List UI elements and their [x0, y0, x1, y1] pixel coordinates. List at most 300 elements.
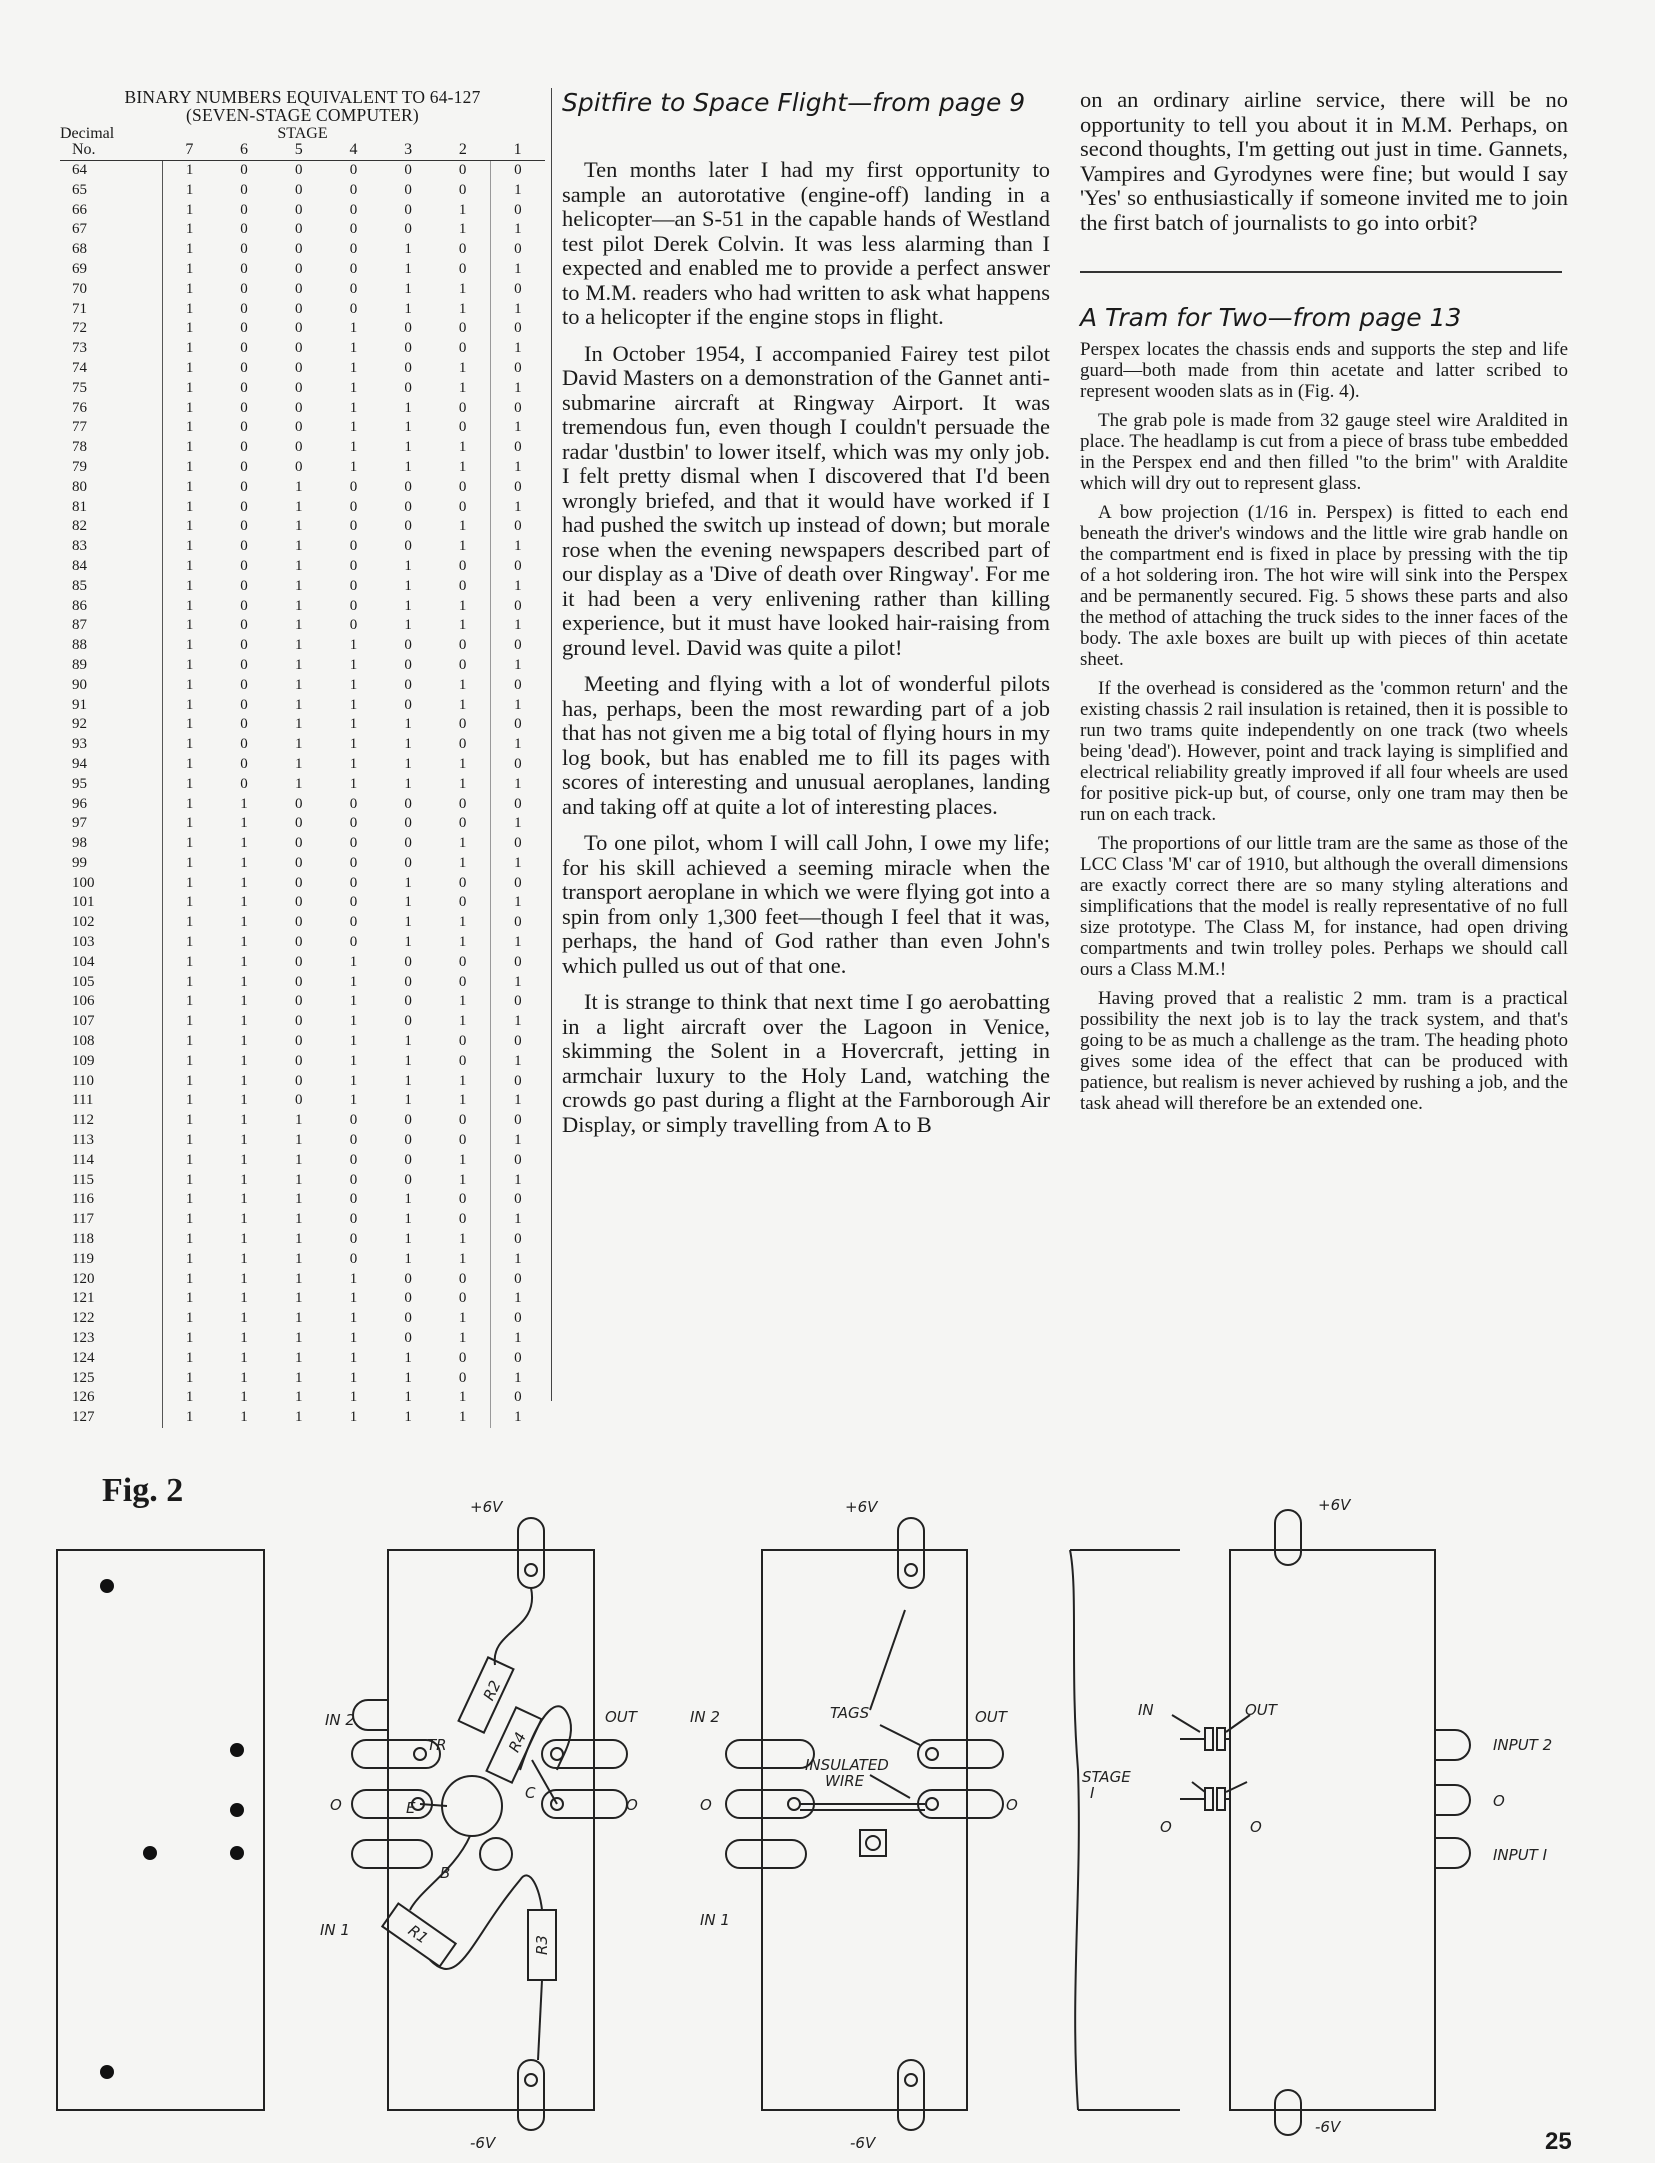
bit-cell: 0 [458, 1132, 467, 1149]
bit-cell: 1 [185, 557, 194, 574]
bit-cell: 1 [185, 1290, 194, 1307]
decimal-cell: 77 [60, 418, 162, 438]
bit-cell: 0 [349, 221, 358, 238]
bit-cell: 0 [349, 1231, 358, 1248]
no-label: No. [60, 142, 162, 161]
bit-cell: 1 [490, 1131, 545, 1151]
table-row [60, 1250, 545, 1270]
in2-label: IN 2 [325, 1711, 355, 1729]
table-row [60, 577, 545, 597]
bit-cell: 0 [490, 1270, 545, 1290]
bit-cell: 1 [185, 854, 194, 871]
input1-label: INPUT I [1493, 1846, 1548, 1864]
bit-cell: 1 [458, 696, 467, 713]
bit-cell: 0 [295, 419, 303, 436]
table-row [60, 1309, 545, 1329]
bit-cell: 1 [295, 1151, 303, 1168]
bit-cell: 1 [240, 1052, 248, 1069]
paragraph: The proportions of our little tram are the same as those of the LCC Class 'M' car of 1910, but although the overall dimensions are exactly correct there are so many styling alterations and simplifications that the model is really representative of no full size prototype. The Class M, for instance, had open driving compartments and twin trolley poles. Perhaps we should call ours a Class M.M.! [1080, 833, 1568, 980]
bit-cell: 0 [349, 914, 358, 931]
zero-label: O [1493, 1792, 1505, 1810]
bit-cell: 1 [185, 795, 194, 812]
bit-cell: 1 [458, 676, 467, 693]
bit-cell: 0 [349, 854, 358, 871]
table-row [60, 795, 545, 815]
column-divider [551, 88, 552, 1401]
bit-cell: 0 [404, 1013, 412, 1030]
bit-cell: 1 [185, 1231, 194, 1248]
decimal-cell: 101 [60, 893, 162, 913]
bit-cell: 0 [490, 1388, 545, 1408]
bit-cell: 1 [458, 201, 467, 218]
decimal-cell: 67 [60, 220, 162, 240]
bit-cell: 0 [404, 538, 412, 555]
bit-cell: 0 [240, 201, 248, 218]
bit-cell: 1 [349, 993, 358, 1010]
bit-cell: 1 [458, 221, 467, 238]
bit-cell: 1 [240, 934, 248, 951]
bit-cell: 0 [295, 280, 303, 297]
decimal-cell: 80 [60, 478, 162, 498]
bit-cell: 0 [349, 617, 358, 634]
decimal-cell: 114 [60, 1151, 162, 1171]
bit-cell: 0 [458, 637, 467, 654]
bit-cell: 0 [240, 676, 248, 693]
decimal-cell: 126 [60, 1388, 162, 1408]
bit-cell: 0 [404, 854, 412, 871]
input2-label: INPUT 2 [1493, 1736, 1553, 1754]
table-row [60, 775, 545, 795]
paragraph: A bow projection (1/16 in. Perspex) is fitted to each end beneath the driver's windows and the little wire grab handle on the compartment end is fixed in place by pressing with the tip of a hot soldering iron. The hot wire will sink into the Perspex and be permanently secured. Fig. 5 shows these parts and also the method of attaching the truck sides to the inner faces of the body. The axle boxes are built up with pieces of thin acetate sheet. [1080, 502, 1568, 670]
bit-cell: 0 [458, 340, 467, 357]
bit-cell: 1 [349, 696, 358, 713]
bit-cell: 0 [490, 992, 545, 1012]
bit-cell: 1 [185, 1310, 194, 1327]
bit-cell: 0 [458, 399, 467, 416]
bit-cell: 0 [240, 696, 248, 713]
decimal-cell: 112 [60, 1111, 162, 1131]
bit-cell: 1 [349, 399, 358, 416]
table-row [60, 1032, 545, 1052]
bit-cell: 1 [349, 973, 358, 990]
bit-cell: 1 [349, 1092, 358, 1109]
bit-cell: 1 [185, 874, 194, 891]
decimal-cell: 117 [60, 1210, 162, 1230]
bit-cell: 0 [458, 557, 467, 574]
decimal-cell: 92 [60, 715, 162, 735]
bit-cell: 1 [490, 1171, 545, 1191]
bit-cell: 1 [240, 1250, 248, 1267]
table-row [60, 874, 545, 894]
bit-cell: 1 [185, 439, 194, 456]
bit-cell: 1 [458, 1409, 467, 1426]
r4-label: R4 [505, 1729, 530, 1756]
section-rule [1080, 271, 1562, 273]
bit-cell: 1 [490, 577, 545, 597]
bit-cell: 0 [404, 1151, 412, 1168]
bit-cell: 0 [240, 538, 248, 555]
bit-cell: 1 [185, 1171, 194, 1188]
bit-cell: 0 [240, 379, 248, 396]
stage-col: 6 [217, 142, 272, 161]
bit-cell: 0 [240, 518, 248, 535]
bit-cell: 0 [349, 241, 358, 258]
bit-cell: 0 [458, 656, 467, 673]
bit-cell: 1 [458, 458, 467, 475]
decimal-cell: 108 [60, 1032, 162, 1052]
bit-cell: 1 [404, 894, 412, 911]
bit-cell: 0 [490, 478, 545, 498]
paragraph: Ten months later I had my first opportunity to sample an autorotative (engine-off) landing in a helicopter—an S-51 in the capable hands of Westland test pilot Derek Colvin. It was less alarming than I expected and enabled me to provide a perfect answer to M.M. readers who had written to ask what happens to a helicopter if the engine stops in flight. [562, 157, 1050, 329]
bit-cell: 0 [404, 1132, 412, 1149]
table-row [60, 1369, 545, 1389]
bit-cell: 0 [295, 894, 303, 911]
table-row [60, 260, 545, 280]
bit-cell: 1 [490, 1012, 545, 1032]
bit-cell: 0 [458, 419, 467, 436]
decimal-cell: 125 [60, 1369, 162, 1389]
bit-cell: 1 [349, 419, 358, 436]
bit-cell: 1 [185, 894, 194, 911]
decimal-cell: 118 [60, 1230, 162, 1250]
bit-cell: 0 [490, 1072, 545, 1092]
bit-cell: 0 [349, 538, 358, 555]
bit-cell: 0 [349, 1250, 358, 1267]
bit-cell: 1 [349, 320, 358, 337]
bit-cell: 0 [295, 300, 303, 317]
bit-cell: 1 [295, 1250, 303, 1267]
decimal-cell: 123 [60, 1329, 162, 1349]
table-row [60, 735, 545, 755]
bit-cell: 1 [295, 1211, 303, 1228]
bit-cell: 1 [240, 1033, 248, 1050]
bit-cell: 0 [458, 498, 467, 515]
bit-cell: 1 [185, 1013, 194, 1030]
binary-table [60, 142, 545, 1428]
bit-cell: 0 [404, 696, 412, 713]
bit-cell: 0 [458, 577, 467, 594]
bit-cell: 0 [458, 478, 467, 495]
bit-cell: 1 [490, 379, 545, 399]
bit-cell: 0 [458, 320, 467, 337]
decimal-cell: 124 [60, 1349, 162, 1369]
bit-cell: 0 [295, 874, 303, 891]
bit-cell: 0 [404, 478, 412, 495]
bit-cell: 1 [185, 320, 194, 337]
table-stage-row [60, 125, 545, 142]
bit-cell: 1 [458, 1072, 467, 1089]
bit-cell: 1 [295, 676, 303, 693]
bit-cell: 1 [490, 893, 545, 913]
bit-cell: 0 [458, 260, 467, 277]
bit-cell: 1 [185, 359, 194, 376]
bit-cell: 1 [185, 1052, 194, 1069]
paragraph: To one pilot, whom I will call John, I owe my life; for his skill achieved a seeming miracle when the transport aeroplane in which we were flying got into a spin from only 1,300 feet—though I feel that it was, perhaps, the hand of God rather than even John's which pulled us out of that one. [562, 830, 1050, 978]
bit-cell: 0 [404, 835, 412, 852]
table-row [60, 498, 545, 518]
zero-label: O [626, 1796, 638, 1814]
bit-cell: 0 [240, 260, 248, 277]
bit-cell: 0 [240, 340, 248, 357]
bit-cell: 1 [490, 1289, 545, 1309]
bit-cell: 1 [240, 1310, 248, 1327]
bit-cell: 1 [458, 359, 467, 376]
bit-cell: 0 [404, 676, 412, 693]
bit-cell: 0 [458, 1270, 467, 1287]
bit-cell: 0 [349, 1211, 358, 1228]
component-board [352, 1518, 627, 2130]
bit-cell: 0 [295, 201, 303, 218]
table-row [60, 161, 545, 181]
bit-cell: 0 [295, 1072, 303, 1089]
bit-cell: 1 [185, 399, 194, 416]
bit-cell: 0 [295, 320, 303, 337]
bit-cell: 1 [349, 1349, 358, 1366]
bit-cell: 1 [295, 617, 303, 634]
bit-cell: 1 [490, 775, 545, 795]
bit-cell: 1 [458, 1151, 467, 1168]
bit-cell: 0 [404, 201, 412, 218]
bit-cell: 0 [349, 181, 358, 198]
bit-cell: 0 [240, 280, 248, 297]
decimal-cell: 96 [60, 795, 162, 815]
tr-label: TR [427, 1736, 447, 1754]
bit-cell: 1 [404, 1369, 412, 1386]
bit-cell: 0 [490, 1111, 545, 1131]
bit-cell: 1 [185, 1092, 194, 1109]
bit-cell: 1 [458, 914, 467, 931]
plus6v-label: +6V [1318, 1496, 1351, 1514]
bit-cell: 0 [240, 736, 248, 753]
bit-cell: 1 [490, 1210, 545, 1230]
in1-label: IN 1 [700, 1911, 730, 1929]
bit-cell: 1 [240, 1231, 248, 1248]
bit-cell: 0 [458, 241, 467, 258]
bit-cell: 0 [404, 1171, 412, 1188]
bit-cell: 1 [185, 419, 194, 436]
bit-cell: 0 [295, 379, 303, 396]
bit-cell: 0 [490, 953, 545, 973]
bit-cell: 1 [404, 577, 412, 594]
bit-cell: 0 [295, 914, 303, 931]
bit-cell: 1 [490, 933, 545, 953]
bit-cell: 1 [295, 1389, 303, 1406]
bit-cell: 1 [404, 1349, 412, 1366]
bit-cell: 1 [404, 300, 412, 317]
bit-cell: 1 [185, 973, 194, 990]
bit-cell: 0 [349, 1151, 358, 1168]
b-label: B [440, 1864, 451, 1882]
bit-cell: 1 [404, 775, 412, 792]
bit-cell: 1 [240, 1132, 248, 1149]
bit-cell: 1 [458, 280, 467, 297]
bit-cell: 1 [404, 1191, 412, 1208]
bit-cell: 0 [240, 775, 248, 792]
decimal-cell: 111 [60, 1091, 162, 1111]
bit-cell: 1 [458, 518, 467, 535]
bit-cell: 1 [240, 1013, 248, 1030]
decimal-cell: 74 [60, 359, 162, 379]
bit-cell: 1 [349, 736, 358, 753]
bit-cell: 0 [490, 636, 545, 656]
table-row [60, 834, 545, 854]
bit-cell: 0 [458, 181, 467, 198]
bit-cell: 0 [404, 637, 412, 654]
bit-cell: 1 [404, 1231, 412, 1248]
bit-cell: 1 [240, 953, 248, 970]
decimal-cell: 102 [60, 913, 162, 933]
bit-cell: 0 [490, 1032, 545, 1052]
bit-cell: 0 [404, 953, 412, 970]
table-row [60, 537, 545, 557]
article-tram [1080, 339, 1568, 1114]
bit-cell: 1 [404, 755, 412, 772]
decimal-cell: 93 [60, 735, 162, 755]
stage-col: 3 [381, 142, 436, 161]
bit-cell: 0 [349, 518, 358, 535]
stage-label: STAGE [1082, 1768, 1131, 1786]
bit-cell: 1 [404, 419, 412, 436]
bit-cell: 0 [490, 359, 545, 379]
bit-cell: 1 [185, 340, 194, 357]
bit-cell: 0 [240, 656, 248, 673]
bit-cell: 1 [404, 736, 412, 753]
bit-cell: 1 [240, 914, 248, 931]
bit-cell: 0 [404, 221, 412, 238]
bit-cell: 0 [240, 755, 248, 772]
decimal-cell: 100 [60, 874, 162, 894]
decimal-cell: 103 [60, 933, 162, 953]
bit-cell: 1 [295, 538, 303, 555]
bit-cell: 1 [185, 993, 194, 1010]
bit-cell: 1 [185, 1211, 194, 1228]
table-row [60, 636, 545, 656]
bit-cell: 0 [404, 1330, 412, 1347]
bit-cell: 0 [458, 162, 467, 178]
bit-cell: 0 [490, 438, 545, 458]
bit-cell: 1 [458, 1092, 467, 1109]
bit-cell: 1 [404, 716, 412, 733]
bit-cell: 1 [185, 1151, 194, 1168]
decimal-cell: 99 [60, 854, 162, 874]
bit-cell: 0 [240, 181, 248, 198]
bit-cell: 0 [240, 557, 248, 574]
bit-cell: 1 [240, 1270, 248, 1287]
bit-cell: 1 [185, 1072, 194, 1089]
bit-cell: 0 [404, 795, 412, 812]
decimal-label: Decimal [60, 125, 115, 142]
bit-cell: 0 [240, 577, 248, 594]
bit-cell: 1 [295, 775, 303, 792]
bit-cell: 1 [349, 716, 358, 733]
r3-label: R3 [533, 1935, 551, 1955]
bit-cell: 1 [240, 1072, 248, 1089]
bit-cell: 0 [404, 1270, 412, 1287]
bit-cell: 1 [458, 379, 467, 396]
bit-cell: 1 [490, 1369, 545, 1389]
bit-cell: 1 [240, 1330, 248, 1347]
table-row [60, 458, 545, 478]
bit-cell: 1 [185, 1330, 194, 1347]
table-row [60, 1151, 545, 1171]
table-title-line2: (SEVEN-STAGE COMPUTER) [186, 105, 419, 125]
decimal-cell: 106 [60, 992, 162, 1012]
decimal-cell: 73 [60, 339, 162, 359]
bit-cell: 0 [295, 162, 303, 178]
decimal-cell: 109 [60, 1052, 162, 1072]
paragraph: Having proved that a realistic 2 mm. tram is a practical possibility the next job is to lay the track system, and that's going to be as much a challenge as the tram. The heading photo gives some idea of the effect that can be produced with patience, but realism is never achieved by rushing a job, and the task ahead will therefore be an extended one. [1080, 988, 1568, 1114]
bit-cell: 1 [458, 597, 467, 614]
bit-cell: 1 [349, 340, 358, 357]
decimal-cell: 89 [60, 656, 162, 676]
table-row [60, 973, 545, 993]
bit-cell: 1 [295, 577, 303, 594]
bit-cell: 0 [240, 300, 248, 317]
plus6v-label: +6V [470, 1498, 503, 1516]
bit-cell: 0 [490, 755, 545, 775]
decimal-cell: 85 [60, 577, 162, 597]
bit-cell: 0 [458, 795, 467, 812]
bit-cell: 0 [240, 241, 248, 258]
bit-cell: 1 [349, 953, 358, 970]
bit-cell: 1 [295, 498, 303, 515]
table-row [60, 953, 545, 973]
table-row [60, 696, 545, 716]
bit-cell: 1 [490, 1052, 545, 1072]
bit-cell: 1 [458, 1013, 467, 1030]
bit-cell: 1 [295, 755, 303, 772]
bit-cell: 0 [490, 240, 545, 260]
bit-cell: 0 [295, 340, 303, 357]
bit-cell: 1 [240, 1349, 248, 1366]
bit-cell: 1 [349, 637, 358, 654]
decimal-cell: 98 [60, 834, 162, 854]
bit-cell: 1 [349, 439, 358, 456]
bit-cell: 0 [295, 934, 303, 951]
bit-cell: 0 [240, 716, 248, 733]
bit-cell: 1 [185, 162, 194, 178]
bit-cell: 0 [458, 815, 467, 832]
bit-cell: 1 [458, 854, 467, 871]
bit-cell: 1 [349, 1290, 358, 1307]
bit-cell: 0 [490, 597, 545, 617]
bit-cell: 0 [240, 597, 248, 614]
decimal-cell: 122 [60, 1309, 162, 1329]
bit-cell: 1 [240, 1409, 248, 1426]
table-row [60, 1210, 545, 1230]
bit-cell: 1 [404, 1409, 412, 1426]
bit-cell: 1 [490, 498, 545, 518]
table-row [60, 517, 545, 537]
page-number: 25 [1545, 2128, 1572, 2155]
bit-cell: 0 [295, 221, 303, 238]
table-row [60, 1408, 545, 1428]
bit-cell: 1 [185, 755, 194, 772]
bit-cell: 0 [490, 874, 545, 894]
bit-cell: 0 [458, 894, 467, 911]
bit-cell: 1 [185, 260, 194, 277]
bit-cell: 1 [185, 617, 194, 634]
in2-label: IN 2 [690, 1708, 720, 1726]
bit-cell: 0 [458, 736, 467, 753]
zero-label: O [700, 1796, 712, 1814]
insulated-label-2: WIRE [825, 1772, 865, 1790]
bit-cell: 0 [240, 419, 248, 436]
bit-cell: 1 [295, 1132, 303, 1149]
decimal-cell: 91 [60, 696, 162, 716]
bit-cell: 1 [185, 241, 194, 258]
bit-cell: 1 [295, 637, 303, 654]
